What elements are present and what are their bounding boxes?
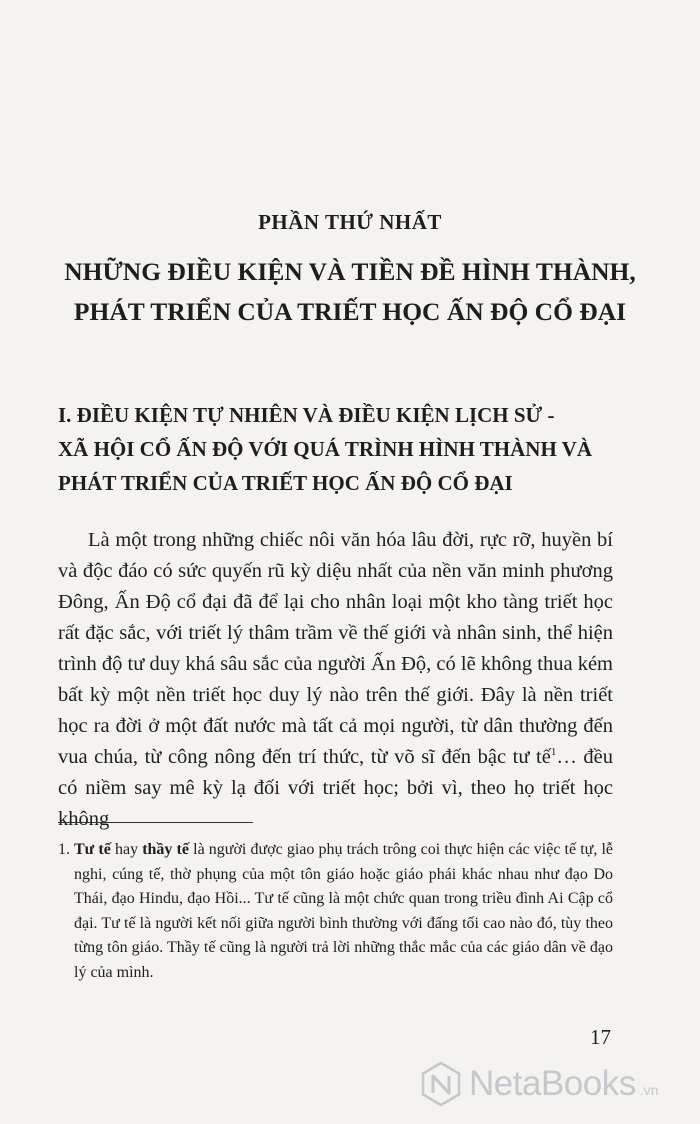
part-title-line-1: NHỮNG ĐIỀU KIỆN VÀ TIỀN ĐỀ HÌNH THÀNH,	[64, 257, 636, 286]
section-heading-line-3: PHÁT TRIỂN CỦA TRIẾT HỌC ẤN ĐỘ CỔ ĐẠI	[58, 471, 513, 495]
footnote-term-2: thầy tế	[142, 841, 189, 858]
footnote-body	[74, 838, 613, 985]
footnote-mark: 1.	[58, 841, 70, 858]
footnote-divider	[58, 822, 253, 823]
footnote-term: Tư tế	[74, 841, 111, 858]
part-title	[40, 252, 660, 332]
section-heading	[58, 398, 658, 500]
footnote	[58, 838, 613, 985]
footnote-connector: hay	[110, 841, 143, 858]
part-title-line-2: PHÁT TRIỂN CỦA TRIẾT HỌC ẤN ĐỘ CỔ ĐẠI	[73, 297, 627, 326]
page-number: 17	[590, 1025, 611, 1049]
body-text-part-2: … đều có niềm say mê kỳ lạ đối với triết học; bởi vì, theo họ triết học không	[58, 746, 613, 830]
netabooks-watermark	[417, 1060, 658, 1108]
section-heading-line-2: XÃ HỘI CỔ ẤN ĐỘ VỚI QUÁ TRÌNH HÌNH THÀNH VÀ	[58, 437, 593, 461]
section-heading-line-1: I. ĐIỀU KIỆN TỰ NHIÊN VÀ ĐIỀU KIỆN LỊCH SỬ -	[58, 403, 555, 427]
footnote-text: là người được giao phụ trách trông coi thực hiện các việc tế tự, lễ nghi, cúng tế, thờ phụng của một tôn giáo hoặc giáo phái khác nhau như đạo Do Thái, đạo Hindu, đạo Hồi... Tư tế cũng là một chức quan trong triều đình Ai Cập cổ đại. Tư tế là người kết nối giữa người bình thường với đấng tối cao nào đó, tùy theo từng tôn giáo. Thầy tế cũng là người trả lời những thắc mắc của các giáo dân về đạo lý của mình.	[74, 841, 614, 981]
body-paragraph	[58, 525, 613, 835]
watermark-brand: NetaBooks	[469, 1064, 636, 1103]
watermark-suffix: .vn	[639, 1082, 659, 1098]
part-label: PHẦN THỨ NHẤT	[258, 210, 442, 234]
netabooks-logo-icon	[417, 1060, 465, 1108]
footnote-reference[interactable]: 1	[550, 746, 557, 759]
body-text-part-1: Là một trong những chiếc nôi văn hóa lâu đời, rực rỡ, huyền bí và độc đáo có sức quyến rũ kỳ diệu nhất của nền văn minh phương Đông, Ấn Độ cổ đại đã để lại cho nhân loại một kho tàng triết học rất đặc sắc, với triết lý thâm trầm về thế giới và nhân sinh, thể hiện trình độ tư duy khá sâu sắc của người Ấn Độ, có lẽ không thua kém bất kỳ một nền triết học duy lý nào trên thế giới. Đây là nền triết học ra đời ở một đất nước mà tất cả mọi người, từ dân thường đến vua chúa, từ công nông đến trí thức, từ võ sĩ đến bậc tư tế	[58, 529, 613, 768]
